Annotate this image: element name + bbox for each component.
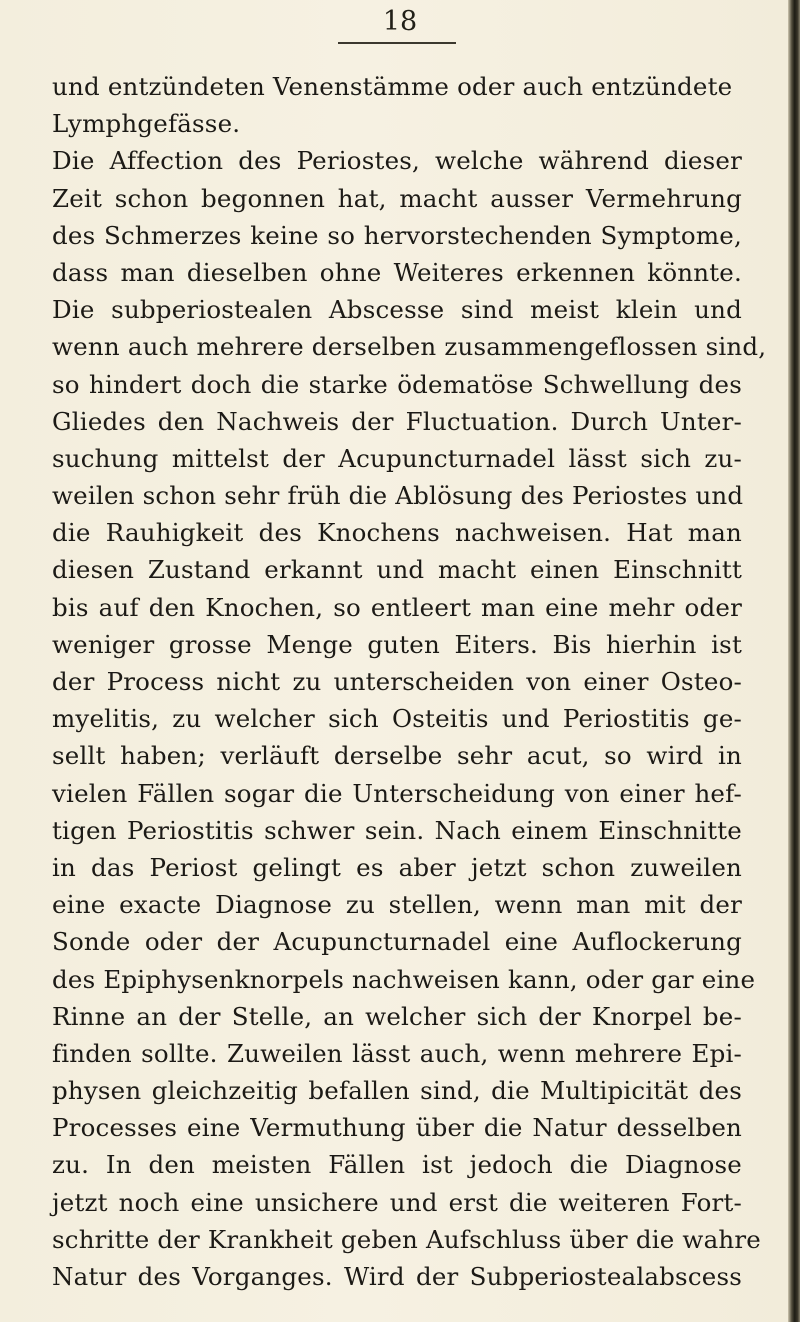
page-edge-shadow xyxy=(788,0,800,1322)
text-line: der Process nicht zu unterscheiden von einer Osteo- xyxy=(52,667,742,696)
text-line: in das Periost gelingt es aber jetzt schon zuweilen xyxy=(52,852,742,882)
text-line: und entzündeten Venenstämme oder auch entzündete xyxy=(52,72,733,101)
text-line: Die subperiostealen Abscesse sind meist klein und xyxy=(52,295,742,325)
text-line: Zeit schon begonnen hat, macht ausser Vermehrung xyxy=(52,183,742,213)
text-line: weilen schon sehr früh die Ablösung des Periostes und xyxy=(52,481,744,511)
page-number-rule xyxy=(338,42,456,44)
text-line: tigen Periostitis schwer sein. Nach einem Einschnitte xyxy=(52,815,742,845)
text-line: finden sollte. Zuweilen lässt auch, wenn mehrere Epi- xyxy=(52,1038,742,1068)
text-line: dass man dieselben ohne Weiteres erkennen könnte. xyxy=(52,257,742,287)
text-line: sellt haben; verläuft derselbe sehr acut, so wird in xyxy=(52,741,742,771)
text-line: des Schmerzes keine so hervorstechenden Symptome, xyxy=(52,220,742,250)
text-line: Gliedes den Nachweis der Fluctuation. Durch Unter- xyxy=(52,406,742,436)
text-line: suchung mittelst der Acupuncturnadel lässt sich zu- xyxy=(52,443,742,473)
text-line: des Epiphysenknorpels nachweisen kann, oder gar eine xyxy=(52,964,756,994)
text-line: Processes eine Vermuthung über die Natur desselben xyxy=(52,1113,742,1143)
text-line: Rinne an der Stelle, an welcher sich der Knorpel be- xyxy=(52,1001,742,1031)
text-line: wenn auch mehrere derselben zusammengeflossen sind, xyxy=(52,332,767,362)
text-line: Lymphgefässe. xyxy=(52,109,241,139)
text-line: die Rauhigkeit des Knochens nachweisen. Hat man xyxy=(52,518,742,548)
text-line: eine exacte Diagnose zu stellen, wenn man mit der xyxy=(52,890,742,920)
text-line: so hindert doch die starke ödematöse Schwellung des xyxy=(52,369,742,399)
text-line: bis auf den Knochen, so entleert man eine mehr oder xyxy=(52,592,742,622)
text-line: Sonde oder der Acupuncturnadel eine Auflockerung xyxy=(52,927,742,957)
text-line: schritte der Krankheit geben Aufschluss über die wahre xyxy=(52,1224,762,1254)
text-line: weniger grosse Menge guten Eiters. Bis hierhin ist xyxy=(52,629,742,659)
text-line: zu. In den meisten Fällen ist jedoch die Diagnose xyxy=(52,1150,742,1180)
text-line: jetzt noch eine unsichere und erst die weiteren Fort- xyxy=(52,1187,742,1217)
text-line: physen gleichzeitig befallen sind, die Multipicität des xyxy=(52,1076,742,1106)
text-line: myelitis, zu welcher sich Osteitis und Periostitis ge- xyxy=(52,704,742,734)
text-line: vielen Fällen sogar die Unterscheidung von einer hef- xyxy=(52,778,742,808)
text-line: diesen Zustand erkannt und macht einen Einschnitt xyxy=(52,555,742,585)
page-number: 18 xyxy=(382,6,418,37)
text-line: Die Affection des Periostes, welche während dieser xyxy=(52,146,742,176)
body-text xyxy=(52,68,767,1295)
text-line: Natur des Vorganges. Wird der Subperiostealabscess xyxy=(52,1262,742,1291)
